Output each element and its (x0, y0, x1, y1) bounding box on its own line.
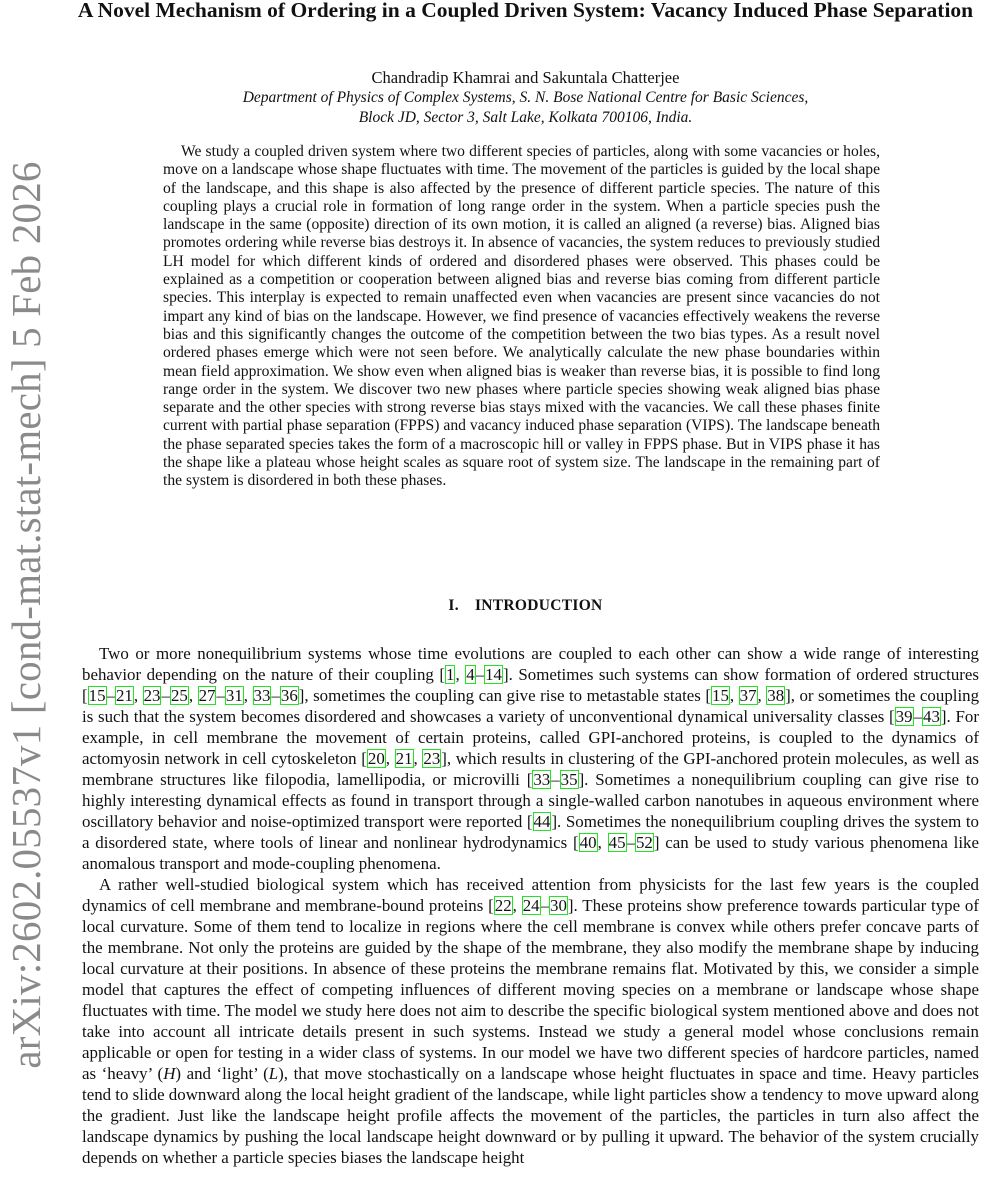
paragraph-1: Two or more nonequilibrium systems whose time evolutions are coupled to each other can show a wide range of interesting behavior depending on the nature of their coupling [1, 4–14]. Sometimes such systems can show formation of ordered structures [15–21, 23–25, 27–31, 33–36], sometimes the coupling can give rise to metastable states [15, 37, 38], or sometimes the coupling is such that the system becomes disordered and showcases a variety of unconventional dynamical universality classes [39–43]. For example, in cell membrane the movement of certain proteins, called GPI-anchored proteins, is coupled to the dynamics of actomyosin network in cell cytoskeleton [20, 21, 23], which results in clustering of the GPI-anchored protein molecules, as well as membrane structures like filopodia, lamellipodia, or microvilli [33–35]. Sometimes a nonequilibrium coupling can give rise to highly interesting dynamical effects as found in transport through a single-walled carbon nanotubes in aqueous environment where oscillatory behavior and noise-optimized transport were reported [44]. Sometimes the nonequilibrium coupling drives the system to a disordered state, where tools of linear and nonlinear hydrodynamics [40, 45–52] can be used to study various phenomena like anomalous transport and mode-coupling phenomena. (82, 644, 980, 873)
citation-link[interactable]: 15 (712, 686, 729, 705)
affiliation-line-1: Department of Physics of Complex Systems, S. N. Bose National Centre for Basic Sciences, (242, 89, 809, 106)
citation-link[interactable]: 38 (767, 686, 785, 705)
citation-link[interactable]: 44 (533, 812, 551, 831)
citation-link[interactable]: 21 (115, 686, 133, 705)
citation-link[interactable]: 36 (280, 686, 298, 705)
citation-link[interactable]: 1 (446, 665, 455, 684)
affiliation (70, 88, 981, 128)
arxiv-identifier: arXiv:2602.05537v1 [cond-mat.stat-mech] 5 Feb 2026 (3, 161, 49, 1069)
paper-title: A Novel Mechanism of Ordering in a Coupled Driven System: Vacancy Induced Phase Separation (77, 0, 974, 22)
citation-link[interactable]: 24 (522, 896, 540, 915)
citation-link[interactable]: 21 (395, 749, 413, 768)
paper-authors: Chandradip Khamrai and Sakuntala Chatterjee (371, 68, 680, 87)
section-number: I. (448, 597, 459, 614)
citation-link[interactable]: 40 (579, 833, 597, 852)
math-symbol: H (163, 1064, 176, 1083)
citation-link[interactable]: 33 (253, 686, 271, 705)
citation-link[interactable]: 22 (494, 896, 512, 915)
section-heading-introduction (70, 597, 981, 615)
citation-link[interactable]: 27 (198, 686, 216, 705)
section-title: INTRODUCTION (474, 597, 603, 614)
citation-link[interactable]: 37 (739, 686, 757, 705)
citation-link[interactable]: 33 (533, 770, 551, 789)
citation-link[interactable]: 43 (923, 707, 940, 726)
abstract: We study a coupled driven system where two different species of particles, along with some vacancies or holes, move on a landscape whose shape fluctuates with time. The movement of the particles is guided by the local shape of the landscape, and this shape is also affected by the presence of different particle species. The nature of this coupling plays a crucial role in formation of long range order in the system. When a particle species push the landscape in the same (opposite) direction of its own motion, it is called an aligned (a reverse) bias. Aligned bias promotes ordering while reverse bias destroys it. In absence of vacancies, the system reduces to previously studied LH model for which different kinds of ordered and disordered phases were observed. This phases could be explained as a competition or cooperation between aligned bias and reverse bias coming from different particle species. This interplay is expected to remain unaffected even when vacancies are present since vacancies do not impart any kind of bias on the landscape. However, we find presence of vacancies effectively weakens the reverse bias and this significantly changes the outcome of the competition between the two bias types. As a result novel ordered phases emerge which were not seen before. We analytically calculate the new phase boundaries within mean field approximation. We show even when aligned bias is weaker than reverse bias, it is possible to find long range order in the system. We discover two new phases where particle species showing weak aligned bias phase separate and the other species with strong reverse bias stays mixed with the vacancies. We call these phases finite current with partial phase separation (FPPS) and vacancy induced phase separation (VIPS). The landscape beneath the phase separated species takes the form of a macroscopic hill or valley in FPPS phase. But in VIPS phase it has the shape like a plateau whose height scales as square root of system size. The landscape in the remaining part of the system is disordered in both these phases. (163, 143, 880, 490)
citation-link[interactable]: 23 (143, 686, 161, 705)
citation-link[interactable]: 35 (560, 770, 578, 789)
citation-link[interactable]: 20 (367, 749, 385, 768)
arxiv-stamp (0, 0, 52, 1200)
citation-link[interactable]: 4 (466, 665, 475, 684)
paragraph-2: A rather well-studied biological system which has received attention from physicists for the last few years is the coupled dynamics of cell membrane and membrane-bound proteins [22, 24–30]. These proteins show preference towards particular type of local curvature. Some of them tend to localize in regions where the cell membrane is convex while others prefer concave parts of the membrane. Not only the proteins are guided by the shape of the membrane, they also modify the membrane shape by inducing local curvature at their positions. In absence of these proteins the membrane remains flat. Motivated by this, we consider a simple model that captures the effect of competing influences of different moving species on a membrane or landscape whose shape fluctuates with time. The model we study here does not aim to describe the specific biological system mentioned above and does not take into account all intricate details present in such systems. Instead we study a general model whose conclusions remain applicable or open for testing in a wider class of systems. In our model we have two different species of hardcore particles, named as ‘heavy’ (H) and ‘light’ (L), that move stochastically on a landscape whose height fluctuates in space and time. Heavy particles tend to slide downward along the local height gradient of the landscape, while light particles show a tendency to move upward along the gradient. Just like the landscape height profile affects the movement of the particles, the particles in turn also affect the landscape dynamics by pushing the local landscape height downward or by pulling it upward. The behavior of the system crucially depends on whether a particle species biases the landscape height (82, 875, 980, 1167)
citation-link[interactable]: 45 (608, 833, 626, 852)
citation-link[interactable]: 15 (88, 686, 106, 705)
citation-link[interactable]: 23 (423, 749, 441, 768)
citation-link[interactable]: 25 (170, 686, 188, 705)
affiliation-line-2: Block JD, Sector 3, Salt Lake, Kolkata 700106, India. (358, 109, 693, 126)
citation-link[interactable]: 39 (895, 707, 913, 726)
citation-link[interactable]: 14 (485, 665, 502, 684)
citation-link[interactable]: 52 (635, 833, 653, 852)
introduction-body (82, 643, 979, 1168)
math-symbol: L (268, 1064, 279, 1083)
citation-link[interactable]: 30 (550, 896, 567, 915)
citation-link[interactable]: 31 (225, 686, 243, 705)
